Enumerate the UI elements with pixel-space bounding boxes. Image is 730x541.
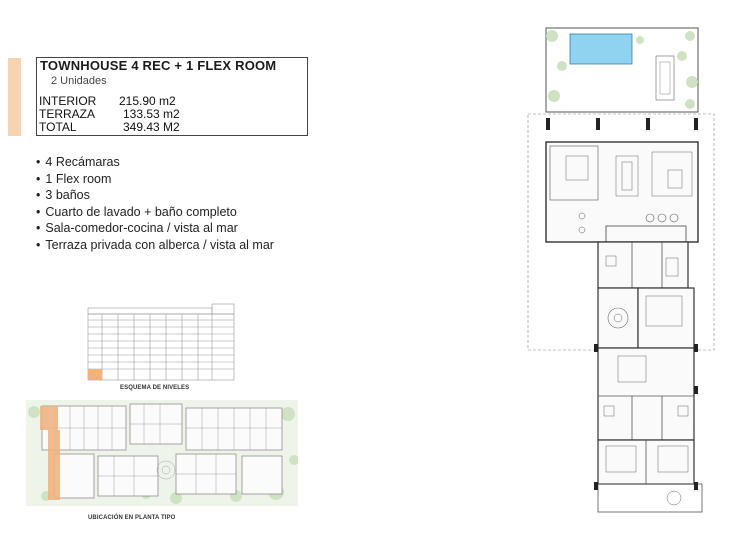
location-plan-drawing bbox=[26, 400, 298, 510]
area-label: INTERIOR bbox=[39, 94, 97, 108]
feature-item: • 1 Flex room bbox=[36, 171, 274, 188]
feature-item: • 3 baños bbox=[36, 187, 274, 204]
feature-item: • 4 Recámaras bbox=[36, 154, 274, 171]
accent-bar bbox=[8, 58, 21, 136]
area-label: TOTAL bbox=[39, 120, 77, 134]
feature-item: • Sala-comedor-cocina / vista al mar bbox=[36, 220, 274, 237]
unit-info-box bbox=[36, 57, 308, 136]
area-value: 215.90 m2 bbox=[119, 94, 176, 108]
levels-caption: ESQUEMA DE NIVELES bbox=[120, 385, 190, 391]
area-row-interior bbox=[39, 94, 176, 108]
floor-plan-drawing bbox=[522, 26, 718, 522]
feature-item: • Terraza privada con alberca / vista al mar bbox=[36, 237, 274, 254]
unit-count: 2 Unidades bbox=[51, 75, 107, 87]
levels-scheme-drawing bbox=[82, 300, 242, 382]
area-label: TERRAZA bbox=[39, 107, 96, 121]
area-row-terraza bbox=[39, 107, 180, 121]
unit-title: TOWNHOUSE 4 REC + 1 FLEX ROOM bbox=[40, 58, 277, 73]
area-row-total bbox=[39, 120, 180, 134]
area-value: 133.53 m2 bbox=[123, 107, 180, 121]
area-value: 349.43 M2 bbox=[123, 120, 180, 134]
feature-item: • Cuarto de lavado + baño completo bbox=[36, 204, 274, 221]
location-caption: UBICACIÓN EN PLANTA TIPO bbox=[88, 515, 176, 521]
feature-list bbox=[36, 154, 274, 253]
